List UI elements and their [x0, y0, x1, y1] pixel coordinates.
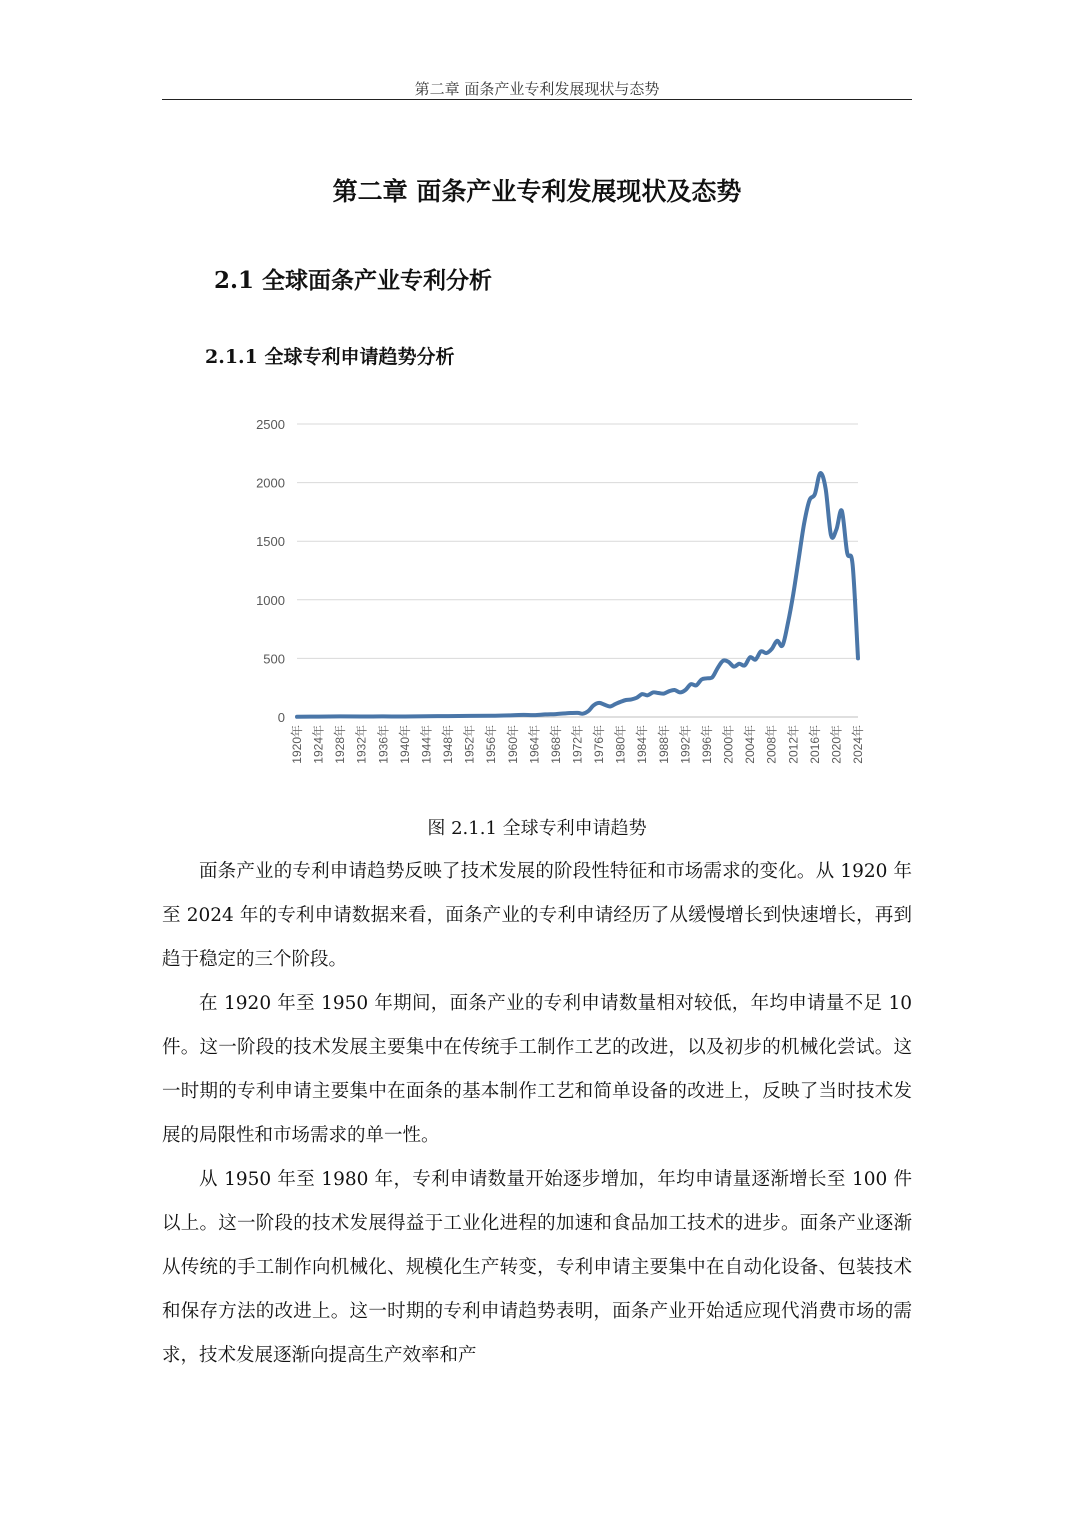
- x-tick-label: 1992年: [678, 725, 693, 764]
- x-tick-label: 2000年: [721, 725, 736, 764]
- x-tick-label: 2004年: [743, 725, 758, 764]
- series-line: [297, 473, 858, 717]
- chapter-title: 第二章 面条产业专利发展现状及态势: [332, 177, 742, 206]
- x-tick-label: 2024年: [851, 725, 865, 764]
- x-tick-label: 1936年: [376, 725, 391, 764]
- header-rule: [162, 99, 912, 100]
- x-tick-label: 1944年: [419, 725, 434, 764]
- x-tick-label: 2016年: [807, 725, 822, 764]
- x-tick-label: 1968年: [548, 725, 563, 764]
- x-tick-label: 1960年: [505, 725, 520, 764]
- paragraph: 从 1950 年至 1980 年，专利申请数量开始逐步增加，年均申请量逐渐增长至 100 件以上。这一阶段的技术发展得益于工业化进程的加速和食品加工技术的进步。面条产业逐渐从传统的手工制作向机械化、规模化生产转变，专利申请主要集中在自动化设备、包装技术和保存方法的改进上。这一时期的专利申请趋势表明，面条产业开始适应现代消费市场的需求，技术发展逐渐向提高生产效率和产: [162, 1169, 912, 1366]
- x-tick-label: 2012年: [786, 725, 801, 764]
- y-tick-label: 500: [263, 651, 285, 667]
- x-tick-label: 2008年: [764, 725, 779, 764]
- x-tick-label: 1948年: [441, 725, 456, 764]
- y-tick-label: 1500: [256, 534, 285, 550]
- chart-canvas: [240, 408, 870, 788]
- x-tick-label: 1976年: [592, 725, 607, 764]
- x-tick-label: 1924年: [311, 725, 326, 764]
- x-tick-label: 1928年: [333, 725, 348, 764]
- paragraph: 面条产业的专利申请趋势反映了技术发展的阶段性特征和市场需求的变化。从 1920 年至 2024 年的专利申请数据来看，面条产业的专利申请经历了从缓慢增长到快速增长，再到趋于稳定的三个阶段。: [162, 861, 912, 970]
- x-tick-label: 1952年: [462, 725, 477, 764]
- y-tick-label: 1000: [256, 592, 285, 608]
- x-tick-label: 2020年: [829, 725, 844, 764]
- x-tick-label: 1972年: [570, 725, 585, 764]
- x-tick-label: 1940年: [397, 725, 412, 764]
- x-tick-label: 1988年: [656, 725, 671, 764]
- x-tick-label: 1980年: [613, 725, 628, 764]
- y-tick-label: 2500: [256, 417, 285, 432]
- x-tick-label: 1956年: [484, 725, 499, 764]
- paragraph: 在 1920 年至 1950 年期间，面条产业的专利申请数量相对较低，年均申请量不足 10 件。这一阶段的技术发展主要集中在传统手工制作工艺的改进，以及初步的机械化尝试。这一时期的专利申请主要集中在面条的基本制作工艺和简单设备的改进上，反映了当时技术发展的局限性和市场需求的单一性。: [162, 993, 912, 1146]
- subsection-title: 2.1.1 全球专利申请趋势分析: [205, 346, 455, 368]
- x-tick-label: 1984年: [635, 725, 650, 764]
- x-tick-label: 1932年: [354, 725, 369, 764]
- running-header: 第二章 面条产业专利发展现状与态势: [414, 80, 660, 98]
- y-tick-label: 0: [277, 710, 285, 725]
- patent-trend-chart: [240, 408, 870, 788]
- section-title: 2.1 全球面条产业专利分析: [214, 267, 493, 294]
- figure-caption: 图 2.1.1 全球专利申请趋势: [427, 818, 647, 839]
- x-tick-label: 1964年: [527, 725, 542, 764]
- x-tick-label: 1996年: [699, 725, 714, 764]
- y-tick-label: 2000: [256, 475, 285, 491]
- body-text: [162, 850, 912, 1378]
- x-tick-label: 1920年: [290, 725, 304, 764]
